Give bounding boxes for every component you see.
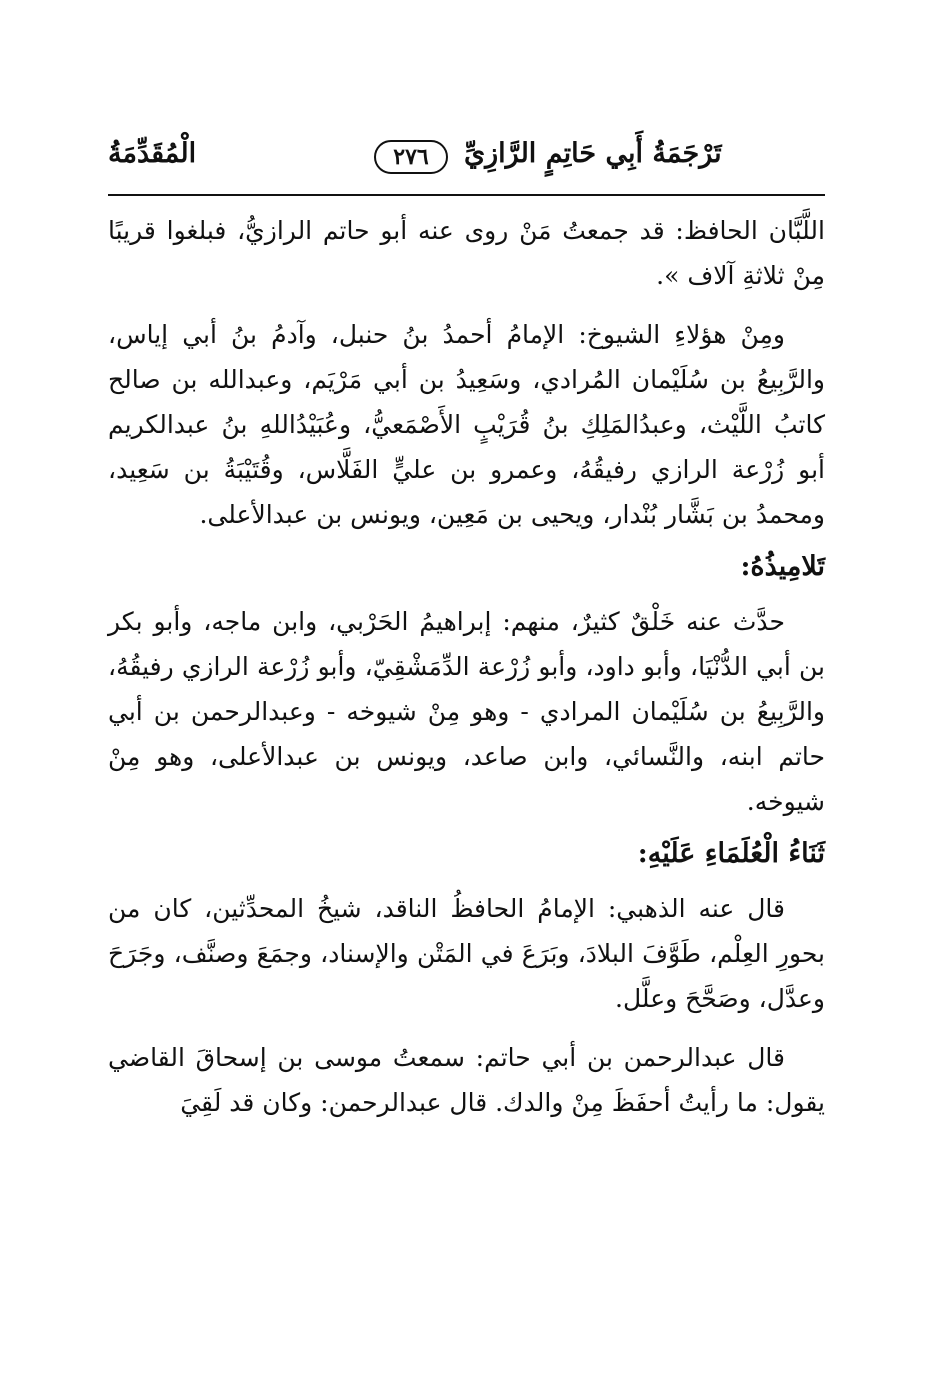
section-heading-praise: ثَنَاءُ الْعُلَمَاءِ عَلَيْهِ: — [637, 838, 825, 869]
chapter-title: تَرْجَمَةُ أَبِي حَاتِمٍ الرَّازِيِّ — [464, 138, 722, 169]
header-divider — [108, 194, 825, 196]
paragraph-3: حدَّث عنه خَلْقٌ كثيرٌ، منهم: إبراهيمُ الحَرْبي، وابن ماجه، وأبو بكر بن أبي الدُّنْيَا، وأبو داود، وأبو زُرْعة الدِّمَشْقِيّ، وأبو زُرْعة الرازي رفيقُهُ، والرَّبِيعُ بن سُلَيْمان المرادي - وهو مِنْ شيوخه - وعبدالرحمن بن أبي حاتم ابنه، والنَّسائي، وابن صاعد، ويونس بن عبدالأعلى، وهو مِنْ شيوخه. — [108, 607, 825, 816]
paragraph-1: اللَّبَّان الحافظ: قد جمعتُ مَنْ روى عنه أبو حاتم الرازيُّ، فبلغوا قريبًا مِنْ ثلاثةِ آلاف ». — [108, 216, 825, 290]
running-header — [108, 130, 825, 182]
section-heading-students: تَلامِيذُهُ: — [740, 551, 825, 582]
paragraph-4: قال عنه الذهبي: الإمامُ الحافظُ الناقد، شيخُ المحدِّثين، كان من بحورِ العِلْم، طَوَّفَ البلادَ، وبَرَعَ في المَتْن والإسناد، وجمَعَ وصنَّف، وجَرَحَ وعدَّل، وصَحَّحَ وعلَّل. — [108, 894, 825, 1013]
paragraph-5: قال عبدالرحمن بن أبي حاتم: سمعتُ موسى بن إسحاقَ القاضي يقول: ما رأيتُ أحفَظَ مِنْ والدك. قال عبدالرحمن: وكان قد لَقِيَ — [108, 1043, 825, 1117]
page-body — [108, 208, 825, 1125]
paragraph-2: ومِنْ هؤلاءِ الشيوخ: الإمامُ أحمدُ بنُ حنبل، وآدمُ بنُ أبي إياس، والرَّبِيعُ بن سُلَيْمان المُرادي، وسَعِيدُ بن أبي مَرْيَم، وعبدالله بن صالح كاتبُ اللَّيْث، وعبدُالمَلِكِ بنُ قُرَيْبٍ الأَصْمَعيُّ، وعُبَيْدُاللهِ بنُ عبدالكريم أبو زُرْعة الرازي رفيقُهُ، وعمرو بن عليٍّ الفَلَّاس، وقُتَيْبَةُ بن سَعِيد، ومحمدُ بن بَشَّار بُنْدار، ويحيى بن مَعِين، ويونس بن عبدالأعلى. — [108, 320, 825, 529]
book-section-title: الْمُقَدِّمَةُ — [108, 138, 197, 169]
page-number: ٢٧٦ — [374, 140, 448, 174]
